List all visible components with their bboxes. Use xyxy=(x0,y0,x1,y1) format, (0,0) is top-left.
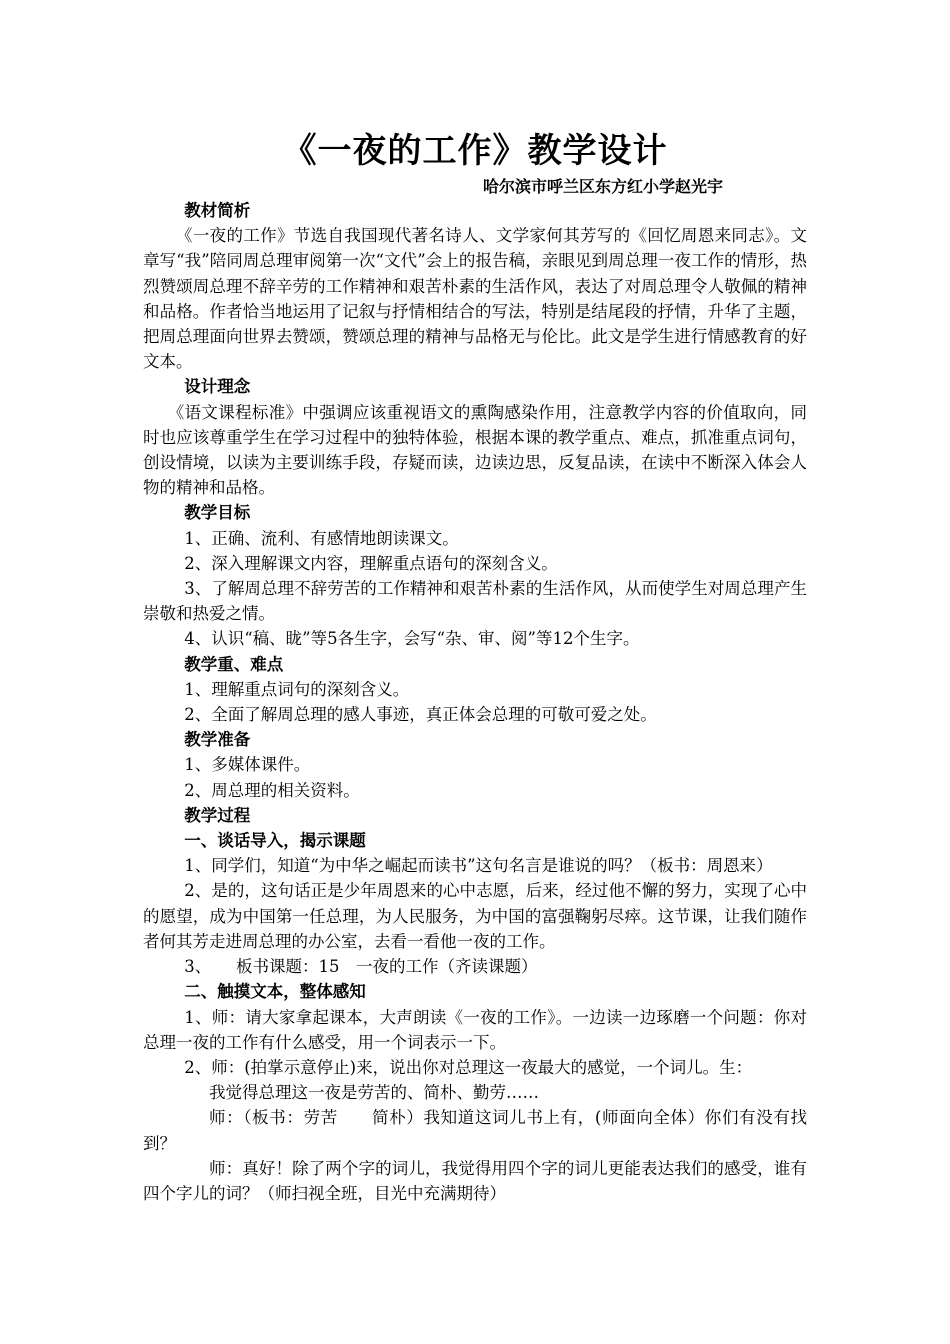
preparation-item: 1、多媒体课件。 xyxy=(184,755,311,775)
process-part1-item: 3、 板书课题：15 一夜的工作（齐读课题） xyxy=(184,957,538,977)
process-part1-item: 1、同学们，知道“为中华之崛起而读书”这句名言是谁说的吗？（板书：周恩来） xyxy=(184,856,773,876)
goal-item: 2、深入理解课文内容，理解重点语句的深刻含义。 xyxy=(184,553,558,573)
document-body xyxy=(143,198,807,1206)
goal-item: 4、认识“稿、眬”等5各生字，会写“杂、审、阅”等12个生字。 xyxy=(184,629,640,649)
process-part2-item: 师：真好！除了两个字的词儿，我觉得用四个字的词儿更能表达我们的感受，谁有四个字儿的词？（师扫视全班，目光中充满期待） xyxy=(143,1158,807,1203)
section-heading-key-points: 教学重、难点 xyxy=(184,654,284,674)
process-part1-heading: 一、谈话导入，揭示课题 xyxy=(184,831,366,851)
preparation-item: 2、周总理的相关资料。 xyxy=(184,780,360,800)
author-line: 哈尔滨市呼兰区东方红小学赵光宇 xyxy=(483,177,724,196)
process-part1-item: 2、是的，这句话正是少年周恩来的心中志愿，后来，经过他不懈的努力，实现了心中的愿望，成为中国第一任总理，为人民服务，为中国的富强鞠躬尽瘁。这节课，让我们随作者何其芳走进周总理的办公室，去看一看他一夜的工作。 xyxy=(143,881,807,951)
section-heading-process: 教学过程 xyxy=(184,805,251,825)
goal-item: 1、正确、流利、有感情地朗读课文。 xyxy=(184,528,459,548)
process-part2-heading: 二、触摸文本，整体感知 xyxy=(184,982,366,1002)
analysis-paragraph: 《一夜的工作》节选自我国现代著名诗人、文学家何其芳写的《回忆周恩来同志》。文章写“我”陪同周总理审阅第一次“文代”会上的报告稿，亲眼见到周总理一夜工作的情形，热烈赞颂周总理不辞辛劳的工作精神和艰苦朴素的生活作风，表达了对周总理令人敬佩的精神和品格。作者恰当地运用了记叙与抒情相结合的写法，特别是结尾段的抒情，升华了主题，把周总理面向世界去赞颂，赞颂总理的精神与品格无与伦比。此文是学生进行情感教育的好文本。 xyxy=(143,226,807,372)
goal-item: 3、了解周总理不辞劳苦的工作精神和艰苦朴素的生活作风，从而使学生对周总理产生崇敬和热爱之情。 xyxy=(143,579,807,624)
document-title: 《一夜的工作》教学设计 xyxy=(282,131,668,171)
section-heading-preparation: 教学准备 xyxy=(184,730,251,750)
process-part2-item: 师：（板书：劳苦 简朴）我知道这词儿书上有，(师面向全体）你们有没有找到？ xyxy=(143,1108,807,1153)
process-part2-item: 2、师：(拍掌示意停止)来，说出你对总理这一夜最大的感觉，一个词儿。生： xyxy=(184,1057,753,1077)
key-point-item: 2、全面了解周总理的感人事迹，真正体会总理的可敬可爱之处。 xyxy=(184,705,657,725)
process-part2-item: 1、师：请大家拿起课本，大声朗读《一夜的工作》。一边读一边琢磨一个问题：你对总理一夜的工作有什么感受，用一个词表示一下。 xyxy=(143,1007,807,1052)
process-part2-item: 我觉得总理这一夜是劳苦的、简朴、勤劳…… xyxy=(209,1083,539,1103)
section-heading-concept: 设计理念 xyxy=(184,377,251,397)
concept-paragraph: 《语文课程标准》中强调应该重视语文的熏陶感染作用，注意教学内容的价值取向，同时也应该尊重学生在学习过程中的独特体验，根据本课的教学重点、难点，抓准重点词句，创设情境，以读为主要训练手段，存疑而读，边读边思，反复品读，在读中不断深入体会人物的精神和品格。 xyxy=(143,402,807,498)
section-heading-analysis: 教材简析 xyxy=(184,201,251,220)
section-heading-goals: 教学目标 xyxy=(184,503,251,523)
key-point-item: 1、理解重点词句的深刻含义。 xyxy=(184,679,410,699)
